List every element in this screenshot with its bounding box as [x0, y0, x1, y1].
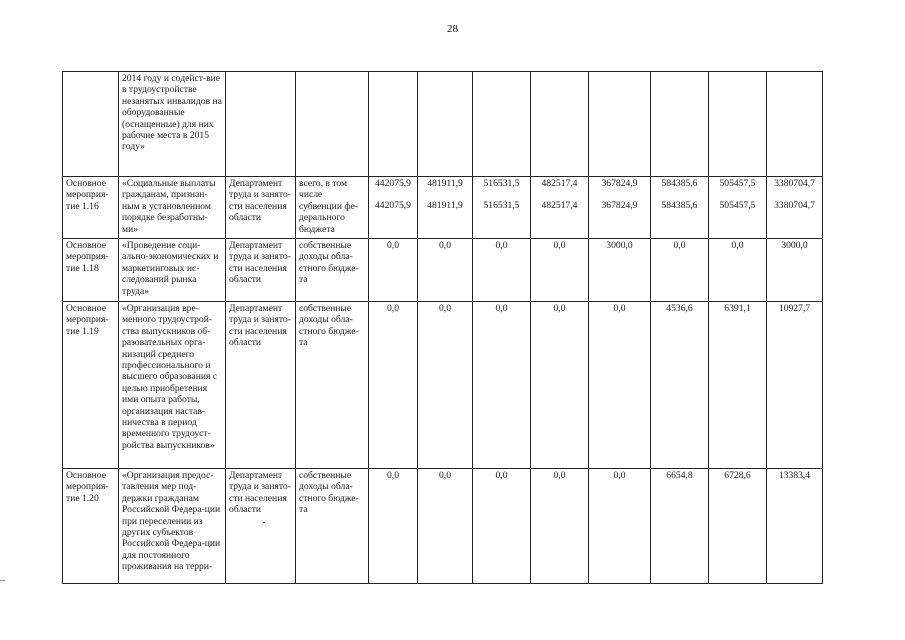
activity-id-cell: [63, 302, 119, 469]
activity-type-line: мероприя-: [66, 189, 109, 201]
value-cell: 3380704,7 3380704,7: [767, 177, 823, 239]
activity-id-cell: [63, 469, 119, 584]
table-row: [63, 239, 823, 302]
value-cell: 442075,9 442075,9: [369, 177, 418, 239]
value-cell: 0,0: [369, 302, 418, 469]
activity-type-line: мероприя-: [66, 251, 109, 263]
executor-cell: [226, 72, 296, 177]
value-cell: 584385,6 584385,6: [651, 177, 709, 239]
scan-speck: [263, 522, 265, 523]
activity-number: тие 1.20: [66, 492, 99, 504]
value-cell: 0,0: [418, 469, 473, 584]
value-cell: 0,0: [369, 239, 418, 302]
value-cell: 6654,8: [651, 469, 709, 584]
activity-name-cell: «Организация вре-менного трудоустрой-ства выпускников об-разовательных орга-низаций среднего профессионального и высшего образования с целью приобретения ими опыта работы, организация настав-ничества в период временного трудоуст-ройства выпускников»: [119, 302, 226, 469]
activity-name-cell: 2014 году и содейст-вие в трудоустройстве незанятых инвалидов на оборудованные (оснащенные) для них рабочие места в 2015 году»: [119, 72, 226, 177]
table-row: [63, 302, 823, 469]
value-cell: 0,0: [589, 302, 651, 469]
executor-cell: Департамент труда и занято-сти населения области: [226, 239, 296, 302]
value-cell: [369, 72, 418, 177]
funding-source-federal: субвенции фе-дерального бюджета: [299, 200, 359, 235]
budget-table: [62, 71, 823, 584]
value-cell: [767, 72, 823, 177]
table-row: [63, 72, 823, 177]
executor-cell: Департамент труда и занято-сти населения области: [226, 177, 296, 239]
table-row: [63, 177, 823, 239]
executor-cell: Департамент труда и занято-сти населения области: [226, 302, 296, 469]
value-cell: 516531,5 516531,5: [473, 177, 531, 239]
value-cell: 0,0: [531, 302, 589, 469]
table-row: [63, 469, 823, 584]
value-cell: 0,0: [531, 469, 589, 584]
value-cell: [418, 72, 473, 177]
value-cell: 0,0: [709, 239, 767, 302]
activity-type: Основное: [66, 240, 106, 251]
funding-source-cell: [296, 72, 369, 177]
value-cell: [589, 72, 651, 177]
activity-number: тие 1.16: [66, 200, 99, 212]
funding-source-cell: [296, 177, 369, 239]
funding-source-cell: собственные доходы обла-стного бюдже-та: [296, 302, 369, 469]
activity-id-cell: [63, 177, 119, 239]
value-cell: [473, 72, 531, 177]
value-cell: 0,0: [531, 239, 589, 302]
value-cell: 0,0: [473, 469, 531, 584]
value-cell: 482517,4 482517,4: [531, 177, 589, 239]
activity-name-cell: «Проведение соци-ально-экономических и маркетинговых ис-следований рынка труда»: [119, 239, 226, 302]
activity-type-line: мероприя-: [66, 481, 109, 493]
activity-number: тие 1.19: [66, 325, 99, 337]
value-cell: 0,0: [589, 469, 651, 584]
activity-type: Основное: [66, 470, 106, 481]
value-cell: 481911,9 481911,9: [418, 177, 473, 239]
funding-source-cell: собственные доходы обла-стного бюдже-та: [296, 239, 369, 302]
value-cell: 0,0: [369, 469, 418, 584]
value-cell: 3000,0: [589, 239, 651, 302]
value-cell: 0,0: [418, 302, 473, 469]
activity-id-cell: [63, 239, 119, 302]
value-cell: 3000,0: [767, 239, 823, 302]
value-cell: 0,0: [651, 239, 709, 302]
value-cell: 0,0: [473, 302, 531, 469]
activity-name-cell: «Организация предос-тавления мер под-держки гражданам Российской Федера-ции при переселении из других субъектов Российской Федера-ции для постоянного проживания на терри-: [119, 469, 226, 584]
value-cell: [531, 72, 589, 177]
activity-id-cell: [63, 72, 119, 177]
value-cell: 0,0: [418, 239, 473, 302]
scan-edge-mark: [0, 580, 5, 581]
activity-type-line: мероприя-: [66, 314, 109, 326]
activity-type: Основное: [66, 303, 106, 314]
activity-type: Основное: [66, 178, 106, 189]
value-cell: [709, 72, 767, 177]
value-cell: 13383,4: [767, 469, 823, 584]
page-number: 28: [447, 23, 458, 35]
value-cell: 6728,6: [709, 469, 767, 584]
value-cell: 367824,9 367824,9: [589, 177, 651, 239]
value-cell: 6391,1: [709, 302, 767, 469]
executor-cell: Департамент труда и занято-сти населения области: [226, 469, 296, 584]
funding-source-total: всего, в том числе: [299, 178, 348, 201]
value-cell: 4536,6: [651, 302, 709, 469]
activity-number: тие 1.18: [66, 262, 99, 274]
funding-source-cell: собственные доходы обла-стного бюдже-та: [296, 469, 369, 584]
activity-name-cell: «Социальные выплаты гражданам, признан-ным в установленном порядке безработны-ми»: [119, 177, 226, 239]
value-cell: 10927,7: [767, 302, 823, 469]
value-cell: [651, 72, 709, 177]
value-cell: 505457,5 505457,5: [709, 177, 767, 239]
value-cell: 0,0: [473, 239, 531, 302]
